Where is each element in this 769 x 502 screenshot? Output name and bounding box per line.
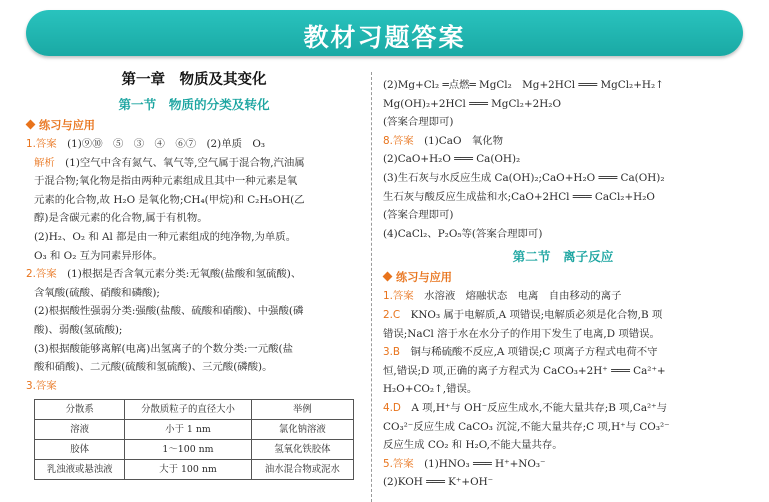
q4-label: D (392, 401, 401, 414)
dispersion-table (34, 399, 354, 480)
analysis-line: 元素的化合物,故 H₂O 是氧化物;CH₄(甲烷)和 C₂H₅OH(乙 (34, 193, 305, 206)
answer-line: 酸)、弱酸(氢硫酸); (34, 323, 123, 336)
left-column (26, 66, 362, 480)
q5-number: 5. (383, 457, 393, 470)
answer-line: H₂O+CO₂↑,错误。 (383, 383, 478, 396)
q3-answer (383, 343, 743, 362)
analysis-text: (1)空气中含有氮气、氧气等,空气属于混合物,汽油属 (54, 156, 305, 169)
q3-number: 3. (383, 346, 393, 359)
continued-line: Mg(OH)₂+2HCl ═══ MgCl₂+2H₂O (383, 97, 561, 110)
answer-text: (1)根据是否含氧元素分类:无氧酸(盐酸和氢硫酸)、 (56, 268, 302, 281)
q1-label: 答案 (392, 290, 414, 303)
q4-answer (383, 399, 743, 418)
table-cell: 氯化钠溶液 (251, 420, 353, 440)
answer-text: 水溶液 熔融状态 电离 自由移动的离子 (413, 290, 622, 303)
table-header: 分散系 (35, 400, 125, 420)
answer-line: 生石灰与酸反应生成盐和水;CaO+2HCl ═══ CaCl₂+H₂O (383, 190, 655, 203)
q3-label: B (392, 346, 401, 359)
table-row (35, 420, 354, 440)
q1-answer (26, 135, 362, 154)
answer-line: CO₃²⁻反应生成 CaCO₃ 沉淀,不能大量共存;C 项,H⁺与 CO₃²⁻ (383, 420, 670, 433)
answer-text: A 项,H⁺与 OH⁻反应生成水,不能大量共存;B 项,Ca²⁺与 (400, 401, 668, 414)
title-banner (26, 10, 743, 56)
q1-analysis-line (26, 154, 362, 173)
q5-label: 答案 (392, 457, 414, 470)
table-row (35, 460, 354, 480)
diamond-icon (383, 272, 393, 282)
analysis-line: (2)H₂、O₂ 和 Al 都是由一种元素组成的纯净物,为单质。 (34, 230, 297, 243)
q2-number: 2. (383, 308, 393, 321)
q1-answer-text: (1)⑨⑩ ⑤ ③ ④ ⑥⑦ (2)单质 O₃ (56, 138, 266, 150)
q1-label: 答案 (35, 138, 57, 150)
q4-number: 4. (383, 401, 393, 414)
q5-answer (383, 455, 743, 474)
q2-label: 答案 (35, 268, 57, 281)
answer-line: (2)根据酸性强弱分类:强酸(盐酸、硫酸和硝酸)、中强酸(磷 (34, 305, 304, 318)
practice-heading (383, 268, 743, 287)
table-cell: 1～100 nm (125, 440, 251, 460)
q2-number: 2. (26, 268, 36, 281)
q1-number: 1. (26, 138, 36, 150)
table-header: 举例 (251, 400, 353, 420)
banner-title: 教材习题答案 (303, 23, 466, 52)
q3-number: 3. (26, 379, 36, 392)
answer-line: (3)生石灰与水反应生成 Ca(OH)₂;CaO+H₂O ═══ Ca(OH)₂ (383, 171, 665, 184)
answer-text: 铜与稀硫酸不反应,A 项错误;C 项离子方程式电荷不守 (400, 346, 658, 359)
section-title: 第二节 离子反应 (512, 249, 614, 265)
answer-line: (2)KOH ═══ K⁺+OH⁻ (383, 476, 494, 489)
chapter-title: 第一章 物质及其变化 (121, 72, 267, 88)
practice-label: 练习与应用 (39, 119, 95, 132)
analysis-line: O₃ 和 O₂ 互为同素异形体。 (34, 249, 163, 262)
q2-label: C (392, 308, 401, 321)
table-header-row (35, 400, 354, 420)
answer-line: 恒,错误;D 项,正确的离子方程式为 CaCO₃+2H⁺ ═══ Ca²⁺+ (383, 364, 666, 377)
section-title: 第一节 物质的分类及转化 (118, 97, 270, 112)
diamond-icon (26, 120, 36, 130)
q8-answer (383, 132, 743, 151)
table-cell: 油水混合物或泥水 (251, 460, 353, 480)
q8-number: 8. (383, 134, 393, 147)
practice-heading (26, 116, 362, 135)
continued-line: (答案合理即可) (383, 116, 454, 129)
answer-line: 含氧酸(硫酸、硝酸和磷酸); (34, 286, 160, 299)
table-cell: 氢氧化铁胶体 (251, 440, 353, 460)
answer-line: (2)CaO+H₂O ═══ Ca(OH)₂ (383, 153, 521, 166)
table-cell: 溶液 (35, 420, 125, 440)
answer-line: 酸和硝酸)、二元酸(硫酸和氢硫酸)、三元酸(磷酸)。 (34, 361, 273, 374)
column-divider (371, 72, 372, 502)
answer-line: 错误;NaCl 溶于水在水分子的作用下发生了电离,D 项错误。 (383, 327, 660, 340)
q1-number: 1. (383, 290, 393, 303)
answer-text: KNO₃ 属于电解质,A 项错误;电解质必须是化合物,B 项 (400, 308, 663, 321)
table-cell: 小于 1 nm (125, 420, 251, 440)
q2-answer (383, 306, 743, 325)
answer-text: (1)CaO 氧化物 (413, 134, 504, 147)
q1-analysis-label: 解析 (34, 156, 55, 169)
analysis-line: 于混合物;氧化物是指由两种元素组成且其中一种元素是氧 (34, 175, 298, 188)
table-cell: 乳浊液或悬浊液 (35, 460, 125, 480)
q3-label: 答案 (35, 379, 57, 392)
q2-answer (26, 265, 362, 284)
right-column (383, 76, 743, 492)
table-cell: 大于 100 nm (125, 460, 251, 480)
answer-line: 反应生成 CO₂ 和 H₂O,不能大量共存。 (383, 439, 563, 452)
continued-line: (2)Mg+Cl₂ ═点燃═ MgCl₂ Mg+2HCl ═══ MgCl₂+H₂↑ (383, 79, 664, 91)
practice-label: 练习与应用 (396, 271, 452, 285)
answer-text: (1)HNO₃ ═══ H⁺+NO₃⁻ (413, 457, 546, 470)
analysis-line: 醇)是含碳元素的化合物,属于有机物。 (34, 212, 208, 225)
table-header: 分散质粒子的直径大小 (125, 400, 251, 420)
answer-line: (答案合理即可) (383, 209, 454, 222)
answer-line: (4)CaCl₂、P₂O₅等(答案合理即可) (383, 227, 543, 240)
q3-answer (26, 377, 362, 396)
q1-answer (383, 287, 743, 306)
table-row (35, 440, 354, 460)
q8-label: 答案 (392, 134, 414, 147)
answer-line: (3)根据酸能够离解(电离)出氢离子的个数分类:一元酸(盐 (34, 342, 293, 355)
table-cell: 胶体 (35, 440, 125, 460)
